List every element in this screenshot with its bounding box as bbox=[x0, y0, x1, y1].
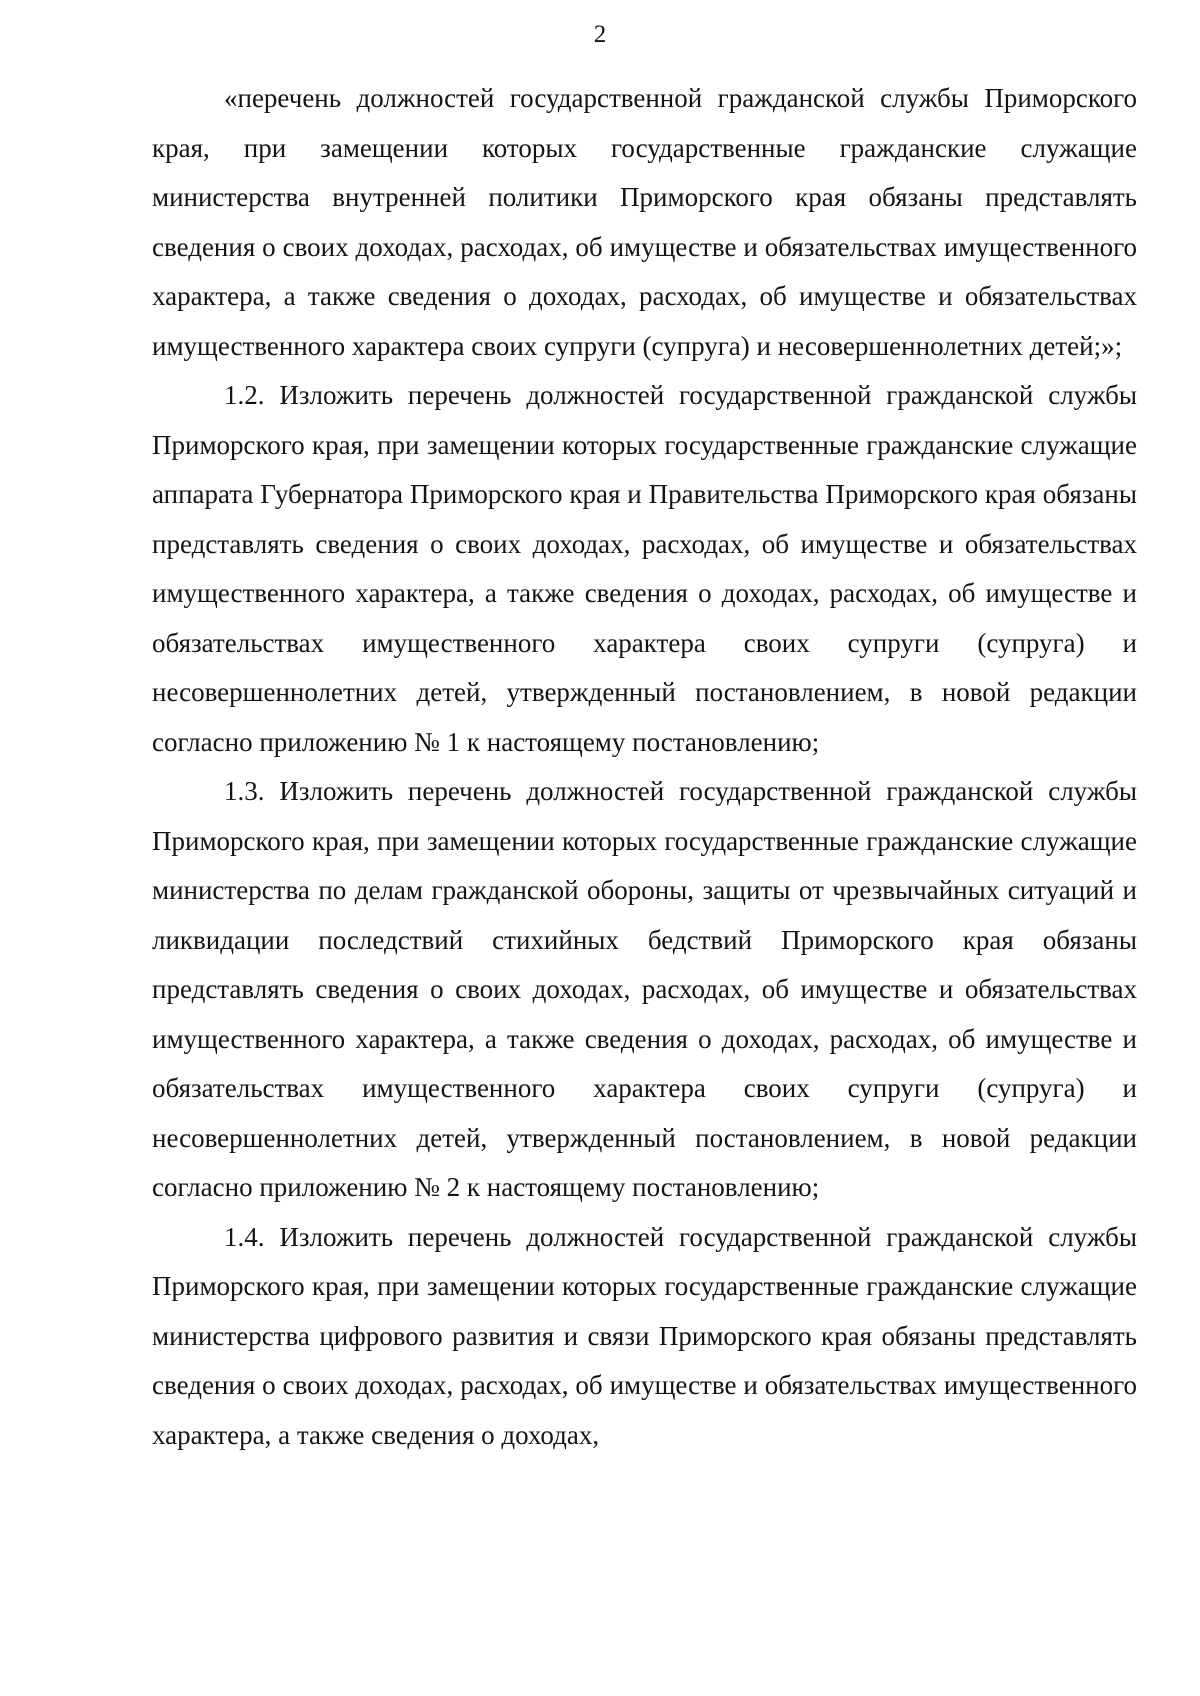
clause-1-4-paragraph: 1.4. Изложить перечень должностей государственной гражданской службы Приморского края, при замещении которых государственные гражданские служащие министерства цифрового развития и связи Приморского края обязаны представлять сведения о своих доходах, расходах, об имуществе и обязательствах имущественного характера, а также сведения о доходах, bbox=[152, 1221, 1137, 1450]
quoted-list-title-paragraph: «перечень должностей государственной гражданской службы Приморского края, при замещении которых государственные гражданские служащие министерства внутренней политики Приморского края обязаны представлять сведения о своих доходах, расходах, об имуществе и обязательствах имущественного характера, а также сведения о доходах, расходах, об имуществе и обязательствах имущественного характера своих супруги (супруга) и несовершеннолетних детей;»; bbox=[152, 83, 1137, 361]
clause-1-3-paragraph: 1.3. Изложить перечень должностей государственной гражданской службы Приморского края, при замещении которых государственные гражданские служащие министерства по делам гражданской обороны, защиты от чрезвычайных ситуаций и ликвидации последствий стихийных бедствий Приморского края обязаны представлять сведения о своих доходах, расходах, об имуществе и обязательствах имущественного характера, а также сведения о доходах, расходах, об имуществе и обязательствах имущественного характера своих супруги (супруга) и несовершеннолетних детей, утвержденный постановлением, в новой редакции согласно приложению № 2 к настоящему постановлению; bbox=[152, 776, 1137, 1202]
page-number: 2 bbox=[593, 21, 607, 48]
document-body bbox=[152, 74, 1137, 1460]
clause-1-2-paragraph: 1.2. Изложить перечень должностей государственной гражданской службы Приморского края, при замещении которых государственные гражданские служащие аппарата Губернатора Приморского края и Правительства Приморского края обязаны представлять сведения о своих доходах, расходах, об имуществе и обязательствах имущественного характера, а также сведения о доходах, расходах, об имуществе и обязательствах имущественного характера своих супруги (супруга) и несовершеннолетних детей, утвержденный постановлением, в новой редакции согласно приложению № 1 к настоящему постановлению; bbox=[152, 380, 1137, 757]
